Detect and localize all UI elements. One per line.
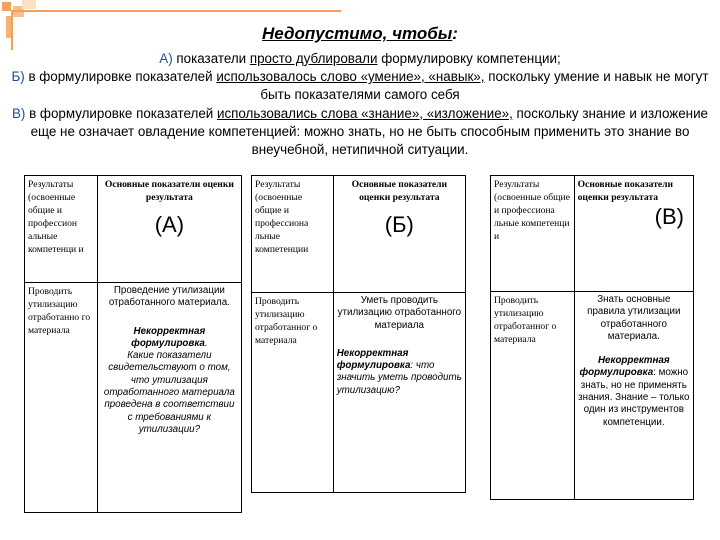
indicator-text: Уметь проводить утилизацию отработанного материала: [337, 295, 462, 331]
results-header: Результаты (освоенные общие и профессиона льные компетенции: [252, 176, 334, 293]
table-c: [490, 175, 694, 500]
incorrect-punct: :: [410, 360, 414, 372]
incorrect-note: [101, 326, 238, 351]
incorrect-punct: :: [653, 367, 656, 379]
indicator-text: Проведение утилизации отработанного материала.: [108, 285, 230, 309]
slide-title: [0, 24, 720, 44]
result-cell: Проводить утилизацию отработанног о материала: [252, 293, 334, 493]
point-a-text-end: формулировку компетенции;: [377, 51, 561, 66]
incorrect-note: [337, 348, 462, 397]
indicators-header-cell: [333, 176, 465, 293]
point-c-underlined: использовались слова «знание», «изложение»,: [216, 105, 513, 121]
point-b: [8, 68, 712, 104]
result-cell: Проводить утилизацию отработанног о материала: [491, 292, 575, 500]
indicator-cell: [574, 292, 693, 500]
result-cell: Проводить утилизацию отработанно го материала: [25, 283, 98, 513]
indicators-header-cell: [574, 176, 693, 292]
variant-letter: (В): [654, 204, 684, 229]
incorrect-comment: Какие показатели свидетельствуют о том, что утилизация отработанного материала проведена в соответствии с требованиями к утилизации?: [103, 350, 235, 435]
results-header: Результаты (освоенные общие и профессион альные компетенци и: [25, 176, 98, 283]
point-a: [8, 50, 712, 68]
incorrect-label: Некорректная формулировка: [579, 355, 670, 379]
point-b-text: в формулировке показателей: [24, 69, 217, 85]
title-colon: :: [452, 24, 458, 43]
indicators-header: Основные показатели оценки результата: [577, 179, 674, 203]
incorrect-punct: .: [204, 337, 208, 349]
indicators-header: Основные показатели оценки результата: [104, 179, 234, 203]
incorrect-note: [578, 355, 690, 429]
point-a-text: показатели: [172, 51, 250, 66]
indicator-cell: [97, 283, 241, 513]
point-b-underlined: использовалось слово «умение», «навык»,: [216, 69, 485, 85]
decor-square: [2, 2, 11, 11]
indicators-header-cell: [97, 176, 241, 283]
point-a-underlined: просто дублировали: [249, 51, 378, 66]
incorrect-comment: можно знать, но не применять знания. Знание – только один из инструментов компетенции.: [578, 367, 690, 428]
intro-text: [8, 50, 712, 159]
point-b-marker: Б): [11, 69, 25, 85]
point-c: [8, 105, 712, 160]
variant-letter: (Б): [384, 212, 414, 237]
variant-letter: (А): [154, 212, 185, 237]
point-c-text-end: поскольку знание и изложение еще не означает овладение компетенцией: можно знать, но не быть способным применить это знание во внеучебной, нетипичной ситуации.: [30, 105, 708, 158]
decor-square: [22, 0, 36, 9]
decor-line: [11, 10, 341, 12]
indicator-cell: [333, 293, 465, 493]
indicators-header: Основные показатели оценки результата: [351, 179, 448, 203]
point-a-marker: А): [159, 51, 173, 66]
table-a: [24, 175, 242, 513]
incorrect-comment: что значить уметь проводить утилизацию?: [336, 360, 462, 396]
incorrect-label: Некорректная формулировка: [336, 347, 411, 372]
point-b-text-end: поскольку умение и навык не могут быть показателями самого себя: [260, 69, 709, 103]
point-c-marker: В): [11, 105, 26, 121]
indicator-text: Знать основные правила утилизации отработанного материала.: [587, 294, 681, 342]
table-b: [251, 175, 466, 493]
title-text: Недопустимо, чтобы: [262, 24, 453, 43]
point-c-text: в формулировке показателей: [25, 105, 217, 121]
incorrect-label: Некорректная формулировка: [131, 325, 206, 349]
results-header: Результаты (освоенные общие и профессиона льные компетенци и: [491, 176, 575, 292]
